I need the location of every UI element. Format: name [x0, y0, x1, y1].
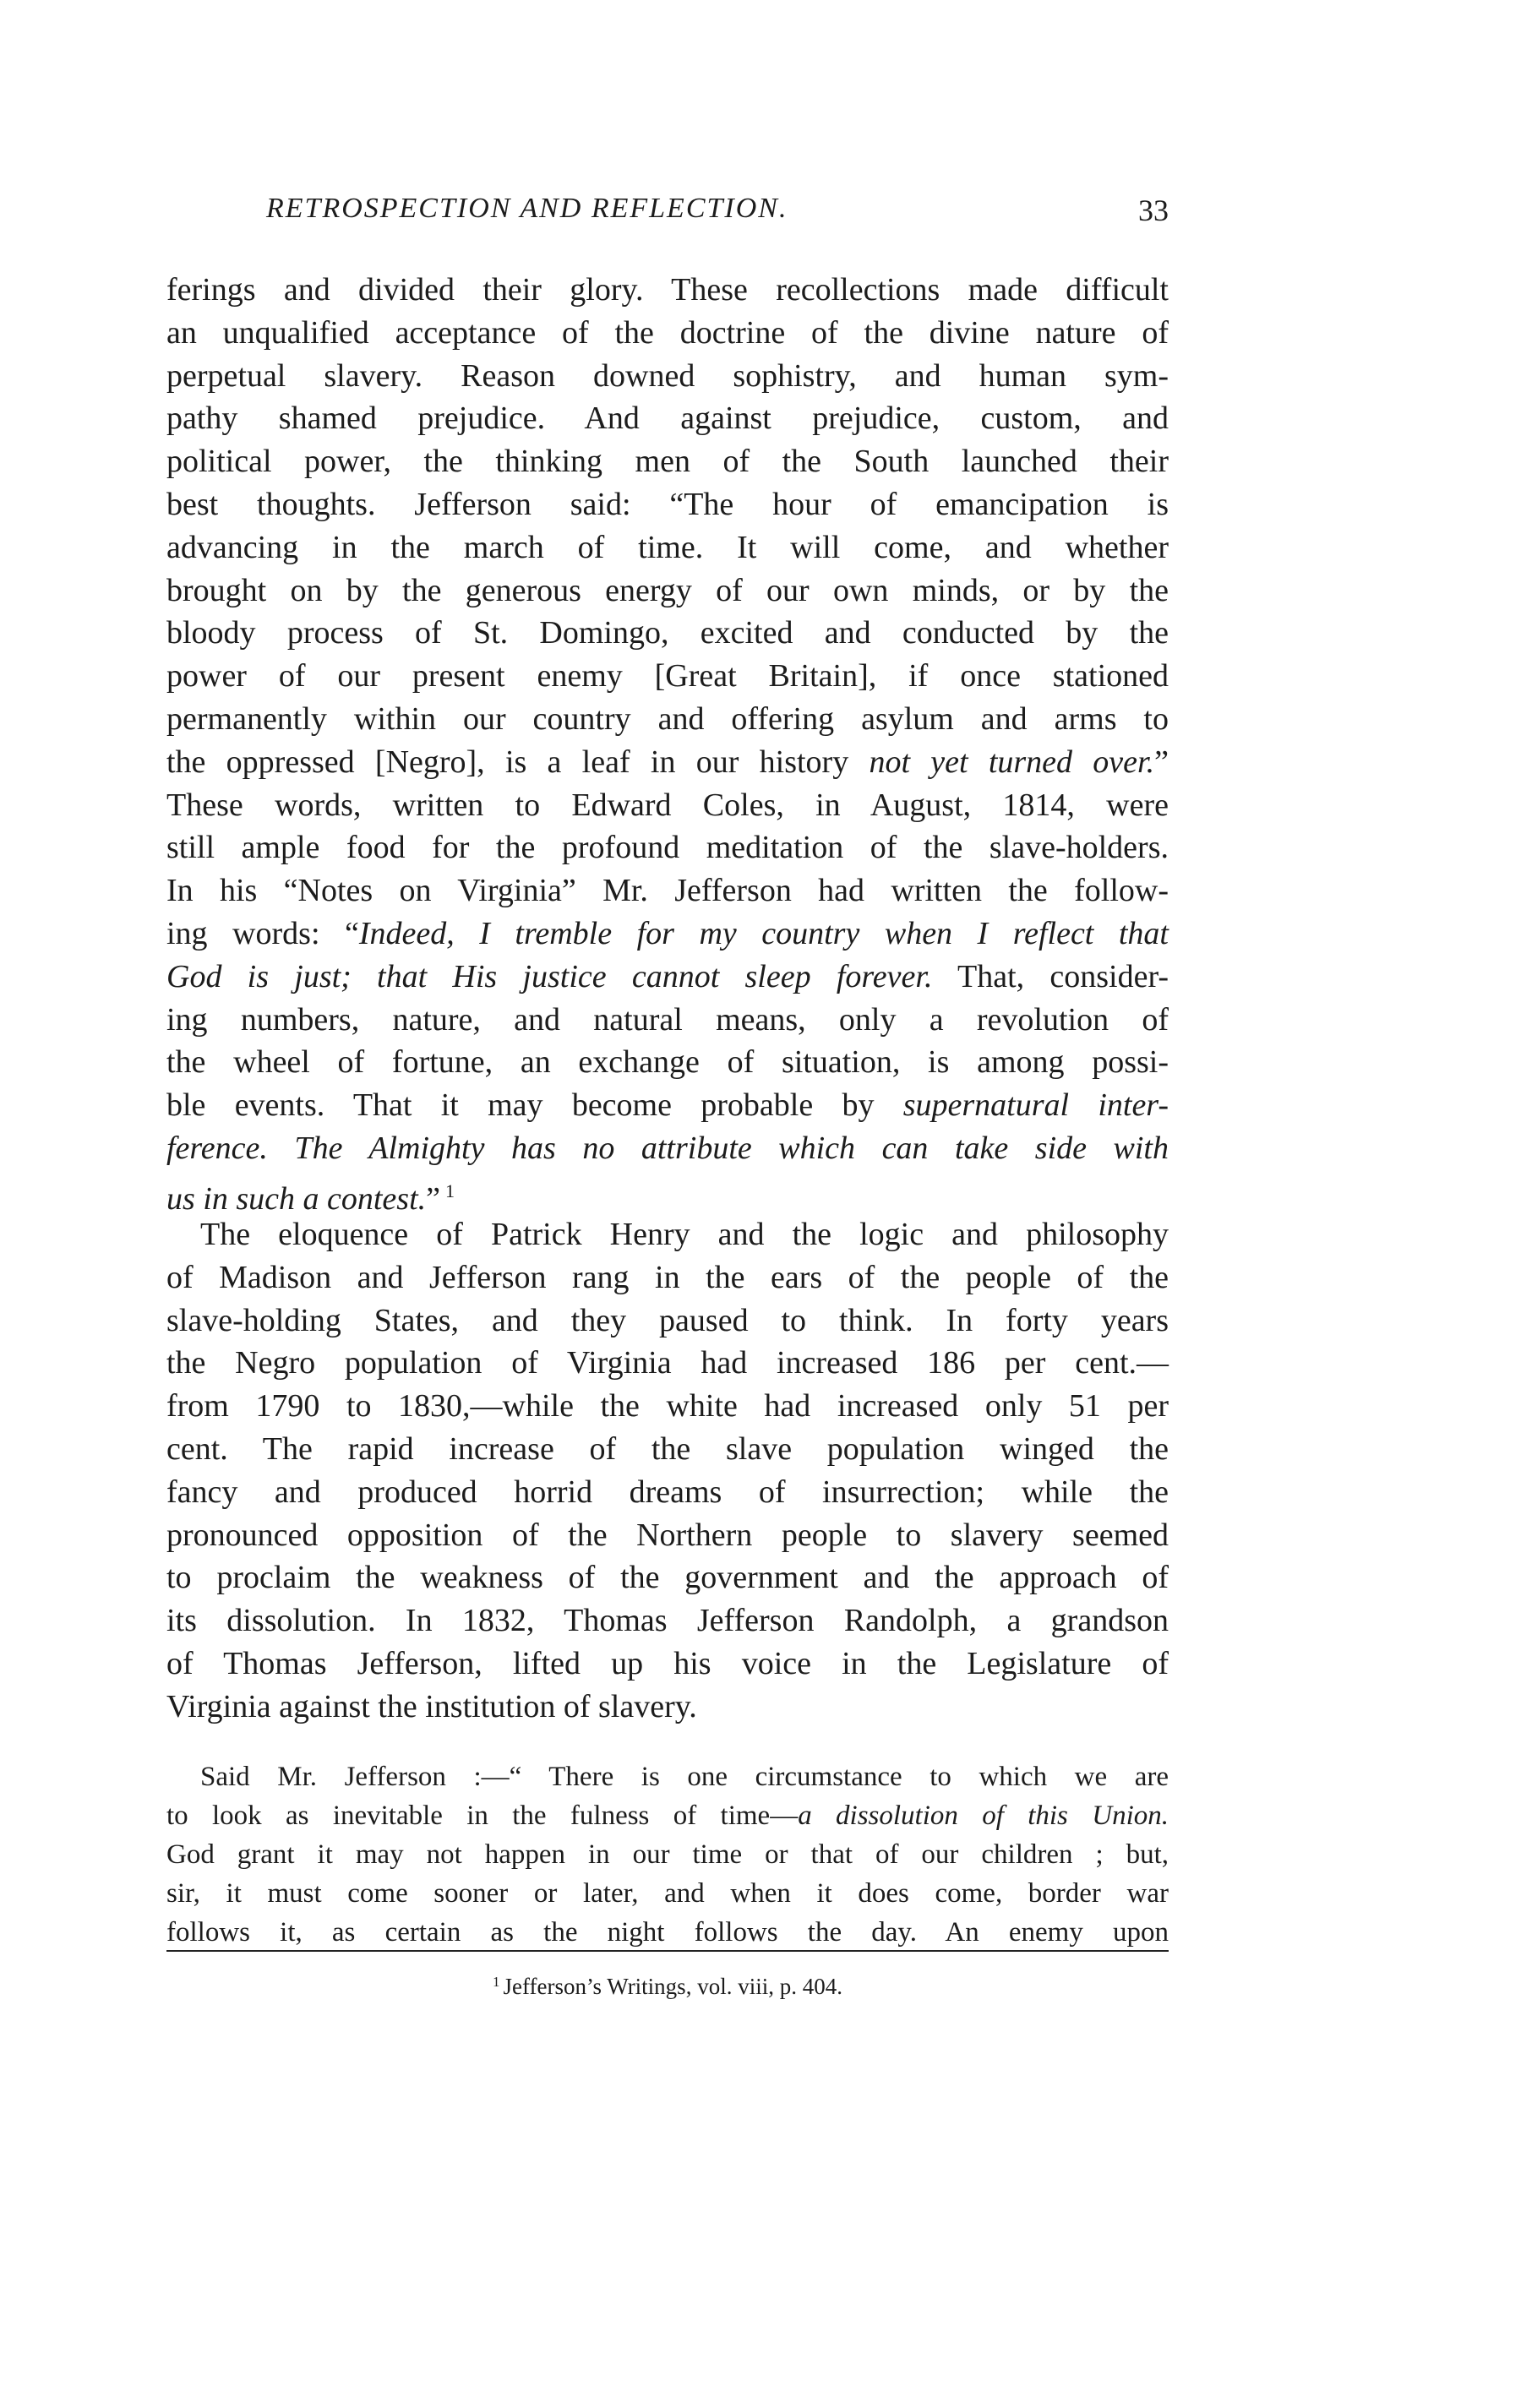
text-line: to proclaim the weakness of the government and the approach of	[166, 1560, 1169, 1596]
italic-run: a dissolution of this Union.	[798, 1801, 1169, 1831]
text-line: pathy shamed prejudice. And against prejudice, custom, and	[166, 400, 1169, 437]
text-line: still ample food for the profound meditation of the slave-holders.	[166, 830, 1169, 866]
text-line	[166, 956, 1169, 999]
quote-line: sir, it must come sooner or later, and when it does come, border war	[166, 1878, 1169, 1909]
page-number: 33	[1138, 193, 1169, 227]
closing-quote: ”	[1154, 744, 1169, 780]
quote-line: follows it, as certain as the night follows the day. An enemy upon	[166, 1917, 1169, 1948]
text-line: power of our present enemy [Great Britain], if once stationed	[166, 658, 1169, 695]
text-run: ble events. That it may become probable by	[166, 1087, 903, 1124]
text-run: That, consider-	[932, 958, 1169, 994]
quote-line: Said Mr. Jefferson :—“ There is one circumstance to which we are	[200, 1762, 1169, 1792]
italic-run: us in such a contest.	[166, 1180, 427, 1217]
footnote-marker: 1	[493, 1974, 500, 1990]
text-line: ing numbers, nature, and natural means, only a revolution of	[166, 1001, 1169, 1038]
footnote-reference: 1	[445, 1179, 455, 1201]
text-line: brought on by the generous energy of our own minds, or by the	[166, 572, 1169, 608]
text-line: from 1790 to 1830,—while the white had increased only 51 per	[166, 1388, 1169, 1425]
text-line: the wheel of fortune, an exchange of situation, is among possi-	[166, 1044, 1169, 1081]
text-line: its dissolution. In 1832, Thomas Jefferson Randolph, a grandson	[166, 1603, 1169, 1639]
page-header	[166, 193, 1169, 233]
text-line: fancy and produced horrid dreams of insurrection; while the	[166, 1474, 1169, 1510]
footnote	[166, 1965, 1169, 2003]
quote-line: God grant it may not happen in our time or that of our children ; but,	[166, 1839, 1169, 1870]
text-line	[166, 741, 1169, 784]
text-line: pronounced opposition of the Northern people to slavery seemed	[166, 1517, 1169, 1553]
closing-quote: ”	[426, 1180, 441, 1217]
text-line	[166, 1170, 1169, 1217]
italic-run: supernatural inter-	[902, 1087, 1169, 1124]
text-line: bloody process of St. Domingo, excited and conducted by the	[166, 615, 1169, 651]
text-line: Virginia against the institution of slavery.	[166, 1688, 697, 1724]
text-line: advancing in the march of time. It will come, and whether	[166, 529, 1169, 565]
italic-run: God is just; that His justice cannot sleep forever.	[166, 958, 933, 994]
italic-run: not yet turned over.	[869, 744, 1155, 780]
text-line: the Negro population of Virginia had increased 186 per cent.—	[166, 1345, 1169, 1381]
italic-run: ference. The Almighty has no attribute which can take side with	[166, 1130, 1169, 1166]
text-line: ferings and divided their glory. These recollections made difficult	[166, 272, 1169, 308]
footnote-text: Jefferson’s Writings, vol. viii, p. 404.	[503, 1974, 842, 1999]
text-line: perpetual slavery. Reason downed sophistry, and human sym-	[166, 357, 1169, 394]
text-line: slave-holding States, and they paused to think. In forty years	[166, 1302, 1169, 1338]
text-line: political power, the thinking men of the South launched their	[166, 444, 1169, 480]
text-line	[166, 1127, 1169, 1170]
text-line	[166, 1084, 1169, 1127]
paragraph-eloquence	[166, 1213, 1169, 1729]
text-line: permanently within our country and offering asylum and arms to	[166, 700, 1169, 737]
text-run: the oppressed [Negro], is a leaf in our history	[166, 744, 870, 780]
text-run: ing words: “	[166, 915, 359, 951]
block-quote	[166, 1757, 1169, 1952]
footnote-divider	[166, 1950, 1169, 1952]
text-line: In his “Notes on Virginia” Mr. Jefferson had written the follow-	[166, 873, 1169, 909]
text-line: cent. The rapid increase of the slave population winged the	[166, 1430, 1169, 1467]
text-line: of Madison and Jefferson rang in the ears of the people of the	[166, 1259, 1169, 1295]
text-line	[166, 913, 1169, 956]
text-line: an unqualified acceptance of the doctrine of the divine nature of	[166, 314, 1169, 351]
text-run: to look as inevitable in the fulness of time—	[166, 1801, 799, 1831]
text-line: of Thomas Jefferson, lifted up his voice in the Legislature of	[166, 1645, 1169, 1681]
italic-run: Indeed, I tremble for my country when I reflect that	[358, 915, 1169, 951]
paragraph-emancipation	[166, 269, 1169, 1217]
text-line: These words, written to Edward Coles, in August, 1814, were	[166, 787, 1169, 823]
text-line: The eloquence of Patrick Henry and the logic and philosophy	[200, 1217, 1169, 1252]
text-line: best thoughts. Jefferson said: “The hour of emancipation is	[166, 486, 1169, 522]
running-title: RETROSPECTION AND REFLECTION.	[266, 193, 788, 224]
quote-line	[166, 1796, 1169, 1835]
